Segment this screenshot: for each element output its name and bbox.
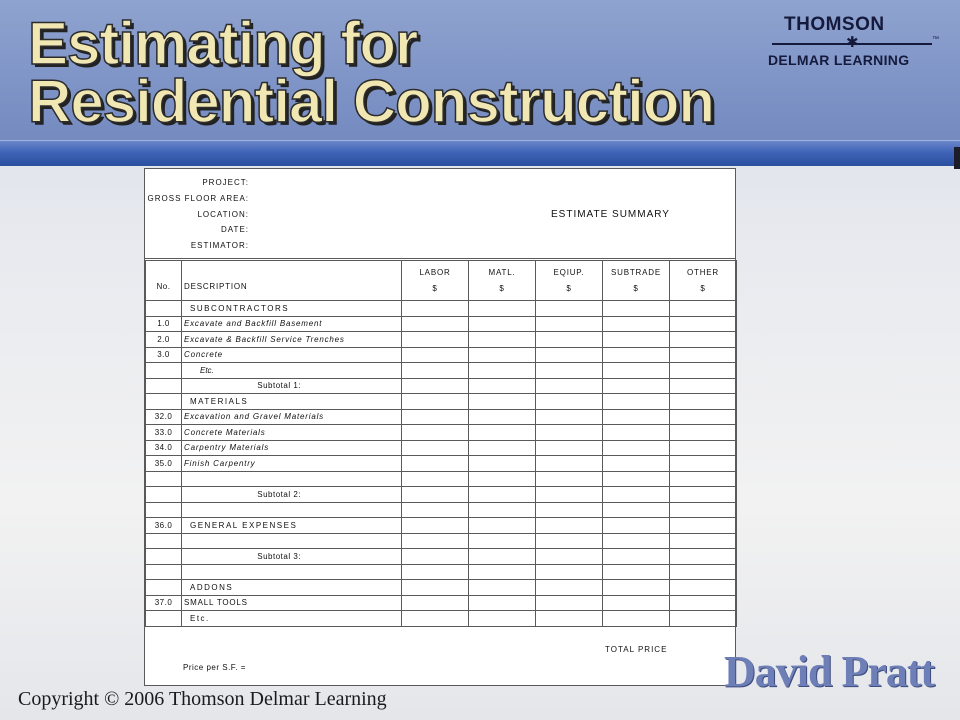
amount-cell-labor [402, 595, 469, 611]
row-description: ADDONS [182, 580, 402, 596]
row-description [182, 471, 402, 487]
amount-cell-labor [402, 564, 469, 580]
amount-cell-labor [402, 456, 469, 472]
amount-cell-subtrade [603, 425, 670, 441]
amount-cell-matl [469, 564, 536, 580]
col-header-description: DESCRIPTION [182, 261, 402, 301]
amount-cell-matl [469, 533, 536, 549]
labor-label: LABOR [419, 267, 451, 277]
table-row [146, 487, 737, 503]
row-description: Excavation and Gravel Materials [182, 409, 402, 425]
amount-cell-matl [469, 363, 536, 379]
amount-cell-equip [536, 549, 603, 565]
row-description: Subtotal 2: [182, 487, 402, 503]
col-header-no: No. [146, 261, 182, 301]
col-header-subtrade [603, 261, 670, 301]
row-number: 37.0 [146, 595, 182, 611]
amount-cell-equip [536, 409, 603, 425]
row-number [146, 487, 182, 503]
row-number: 35.0 [146, 456, 182, 472]
amount-cell-labor [402, 518, 469, 534]
amount-cell-matl [469, 394, 536, 410]
labor-currency: $ [432, 283, 438, 293]
page-title-line1: Estimating for [28, 10, 418, 77]
amount-cell-subtrade [603, 456, 670, 472]
logo-delmar-text: DELMAR LEARNING [768, 52, 910, 68]
amount-cell-matl [469, 611, 536, 627]
subtrade-label: SUBTRADE [611, 267, 661, 277]
amount-cell-matl [469, 595, 536, 611]
other-currency: $ [700, 283, 706, 293]
row-description: Finish Carpentry [182, 456, 402, 472]
row-number [146, 502, 182, 518]
amount-cell-equip [536, 487, 603, 503]
copyright-notice: Copyright © 2006 Thomson Delmar Learning [18, 688, 387, 710]
amount-cell-matl [469, 502, 536, 518]
amount-cell-subtrade [603, 332, 670, 348]
amount-cell-labor [402, 301, 469, 317]
amount-cell-labor [402, 487, 469, 503]
amount-cell-other [670, 595, 737, 611]
amount-cell-subtrade [603, 378, 670, 394]
amount-cell-subtrade [603, 564, 670, 580]
amount-cell-matl [469, 471, 536, 487]
row-number [146, 580, 182, 596]
row-number [146, 363, 182, 379]
page-title-line2: Residential Construction [28, 68, 715, 135]
amount-cell-equip [536, 440, 603, 456]
amount-cell-equip [536, 564, 603, 580]
table-row [146, 471, 737, 487]
amount-cell-equip [536, 471, 603, 487]
table-row [146, 580, 737, 596]
amount-cell-subtrade [603, 471, 670, 487]
table-row [146, 611, 737, 627]
col-header-matl [469, 261, 536, 301]
author-signature: David Pratt [724, 647, 935, 696]
amount-cell-labor [402, 533, 469, 549]
amount-cell-other [670, 316, 737, 332]
amount-cell-matl [469, 549, 536, 565]
row-number [146, 378, 182, 394]
price-per-sf-label: Price per S.F. = [183, 663, 246, 672]
table-body [146, 301, 737, 627]
amount-cell-subtrade [603, 580, 670, 596]
amount-cell-other [670, 425, 737, 441]
amount-cell-other [670, 487, 737, 503]
equip-currency: $ [566, 283, 572, 293]
publisher-logo [766, 14, 942, 74]
date-label: DATE: [221, 225, 249, 234]
amount-cell-subtrade [603, 595, 670, 611]
amount-cell-subtrade [603, 533, 670, 549]
row-description [182, 564, 402, 580]
matl-currency: $ [499, 283, 505, 293]
equip-label: EQIUP. [553, 267, 585, 277]
row-description: Subtotal 3: [182, 549, 402, 565]
row-number: 32.0 [146, 409, 182, 425]
amount-cell-labor [402, 549, 469, 565]
row-description: SUBCONTRACTORS [182, 301, 402, 317]
amount-cell-matl [469, 409, 536, 425]
table-row [146, 316, 737, 332]
trademark-mark: ™ [932, 36, 939, 43]
row-number: 2.0 [146, 332, 182, 348]
amount-cell-labor [402, 316, 469, 332]
amount-cell-other [670, 301, 737, 317]
row-number: 3.0 [146, 347, 182, 363]
amount-cell-subtrade [603, 440, 670, 456]
row-description: Subtotal 1: [182, 378, 402, 394]
amount-cell-other [670, 440, 737, 456]
amount-cell-equip [536, 580, 603, 596]
amount-cell-other [670, 533, 737, 549]
amount-cell-other [670, 363, 737, 379]
row-description: Excavate and Backfill Basement [182, 316, 402, 332]
table-row [146, 502, 737, 518]
table-row [146, 332, 737, 348]
amount-cell-labor [402, 363, 469, 379]
row-description: GENERAL EXPENSES [182, 518, 402, 534]
amount-cell-matl [469, 378, 536, 394]
amount-cell-equip [536, 347, 603, 363]
row-number [146, 611, 182, 627]
amount-cell-other [670, 518, 737, 534]
table-row [146, 425, 737, 441]
row-description: Concrete [182, 347, 402, 363]
amount-cell-matl [469, 487, 536, 503]
amount-cell-other [670, 564, 737, 580]
amount-cell-labor [402, 611, 469, 627]
amount-cell-subtrade [603, 611, 670, 627]
estimator-label: ESTIMATOR: [190, 241, 249, 250]
col-header-labor [402, 261, 469, 301]
amount-cell-matl [469, 518, 536, 534]
amount-cell-labor [402, 409, 469, 425]
amount-cell-equip [536, 394, 603, 410]
table-row [146, 564, 737, 580]
amount-cell-equip [536, 533, 603, 549]
amount-cell-subtrade [603, 394, 670, 410]
amount-cell-equip [536, 502, 603, 518]
table-row [146, 378, 737, 394]
amount-cell-other [670, 502, 737, 518]
table-header-row [146, 261, 737, 301]
total-price-label: TOTAL PRICE [605, 645, 668, 654]
row-number [146, 301, 182, 317]
amount-cell-matl [469, 440, 536, 456]
amount-cell-equip [536, 316, 603, 332]
row-number [146, 394, 182, 410]
row-description [182, 533, 402, 549]
amount-cell-subtrade [603, 487, 670, 503]
amount-cell-labor [402, 332, 469, 348]
amount-cell-labor [402, 425, 469, 441]
amount-cell-other [670, 409, 737, 425]
table-row [146, 394, 737, 410]
location-label: LOCATION: [197, 210, 249, 219]
amount-cell-equip [536, 595, 603, 611]
amount-cell-equip [536, 363, 603, 379]
amount-cell-labor [402, 347, 469, 363]
amount-cell-matl [469, 456, 536, 472]
row-number [146, 564, 182, 580]
amount-cell-equip [536, 456, 603, 472]
table-row [146, 456, 737, 472]
table-row [146, 533, 737, 549]
amount-cell-equip [536, 425, 603, 441]
row-number [146, 549, 182, 565]
table-row [146, 595, 737, 611]
amount-cell-other [670, 471, 737, 487]
amount-cell-matl [469, 347, 536, 363]
amount-cell-equip [536, 301, 603, 317]
amount-cell-other [670, 394, 737, 410]
row-description: MATERIALS [182, 394, 402, 410]
gross-floor-area-label: GROSS FLOOR AREA: [147, 194, 249, 203]
amount-cell-equip [536, 518, 603, 534]
star-icon: ✱ [846, 34, 859, 51]
amount-cell-subtrade [603, 316, 670, 332]
table-row [146, 518, 737, 534]
amount-cell-subtrade [603, 409, 670, 425]
row-number [146, 533, 182, 549]
estimate-table [145, 260, 737, 627]
row-number: 1.0 [146, 316, 182, 332]
row-description: Etc. [182, 611, 402, 627]
amount-cell-labor [402, 502, 469, 518]
project-label: PROJECT: [202, 178, 249, 187]
row-description: SMALL TOOLS [182, 595, 402, 611]
title-banner [0, 0, 960, 152]
table-row [146, 347, 737, 363]
subtrade-currency: $ [633, 283, 639, 293]
amount-cell-subtrade [603, 347, 670, 363]
row-number: 36.0 [146, 518, 182, 534]
amount-cell-subtrade [603, 301, 670, 317]
amount-cell-equip [536, 378, 603, 394]
amount-cell-other [670, 580, 737, 596]
amount-cell-labor [402, 394, 469, 410]
amount-cell-matl [469, 580, 536, 596]
amount-cell-other [670, 611, 737, 627]
estimate-summary-form [144, 168, 736, 686]
table-row [146, 440, 737, 456]
amount-cell-labor [402, 440, 469, 456]
amount-cell-subtrade [603, 549, 670, 565]
amount-cell-subtrade [603, 363, 670, 379]
row-number: 34.0 [146, 440, 182, 456]
amount-cell-matl [469, 332, 536, 348]
table-row [146, 409, 737, 425]
banner-accent-bar [0, 140, 960, 166]
amount-cell-matl [469, 425, 536, 441]
amount-cell-labor [402, 471, 469, 487]
row-description: Concrete Materials [182, 425, 402, 441]
form-header [145, 169, 735, 259]
amount-cell-other [670, 549, 737, 565]
table-row [146, 301, 737, 317]
table-row [146, 363, 737, 379]
row-number: 33.0 [146, 425, 182, 441]
amount-cell-equip [536, 332, 603, 348]
row-number [146, 471, 182, 487]
col-header-equip [536, 261, 603, 301]
matl-label: MATL. [488, 267, 516, 277]
amount-cell-other [670, 378, 737, 394]
row-description: Excavate & Backfill Service Trenches [182, 332, 402, 348]
estimate-summary-title: ESTIMATE SUMMARY [551, 209, 670, 220]
amount-cell-other [670, 347, 737, 363]
amount-cell-other [670, 332, 737, 348]
row-description [182, 502, 402, 518]
amount-cell-labor [402, 580, 469, 596]
form-footer [145, 635, 735, 685]
amount-cell-other [670, 456, 737, 472]
amount-cell-equip [536, 611, 603, 627]
col-header-other [670, 261, 737, 301]
row-description: Carpentry Materials [182, 440, 402, 456]
logo-thomson-text: THOMSON [784, 14, 885, 35]
table-row [146, 549, 737, 565]
amount-cell-subtrade [603, 518, 670, 534]
row-description: Etc. [182, 363, 402, 379]
amount-cell-subtrade [603, 502, 670, 518]
amount-cell-matl [469, 316, 536, 332]
amount-cell-labor [402, 378, 469, 394]
other-label: OTHER [687, 267, 719, 277]
amount-cell-matl [469, 301, 536, 317]
